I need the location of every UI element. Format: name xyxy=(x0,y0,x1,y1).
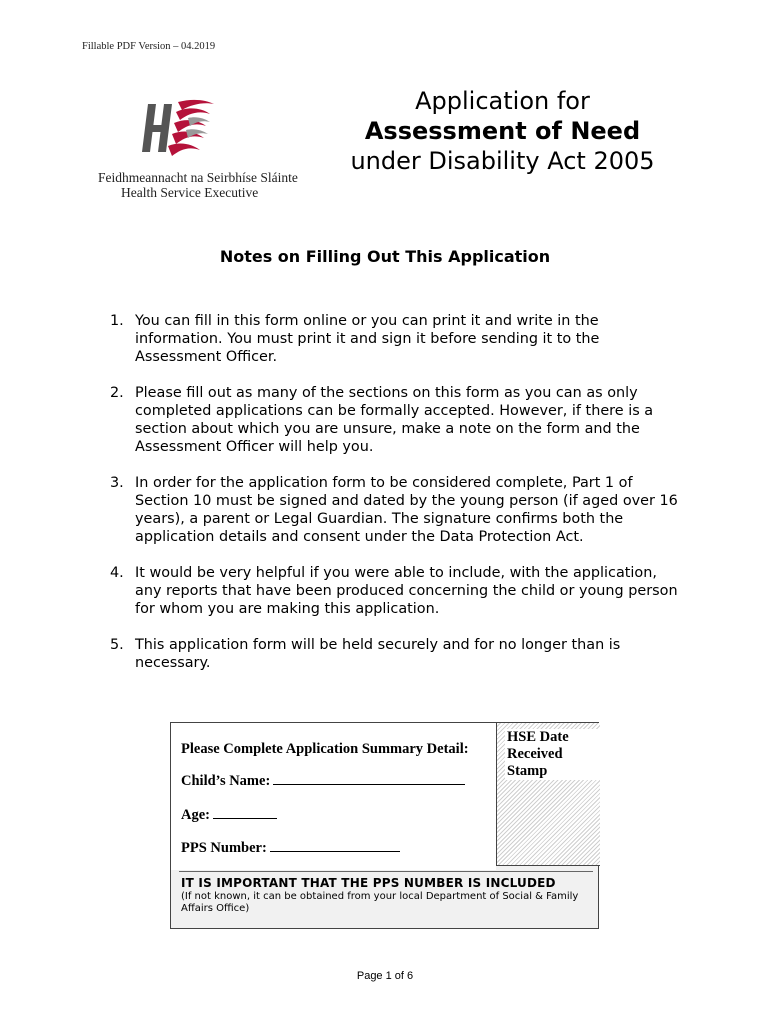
child-name-label: Child’s Name: xyxy=(181,773,271,789)
stamp-label: HSE Date Received Stamp xyxy=(505,729,600,780)
note-number: 5. xyxy=(110,637,124,653)
logo-english-name: Health Service Executive xyxy=(121,185,259,200)
age-row xyxy=(181,807,277,824)
note-number: 1. xyxy=(110,313,124,329)
age-field[interactable] xyxy=(213,807,277,819)
child-name-field[interactable] xyxy=(273,773,465,785)
pps-important-notice: IT IS IMPORTANT THAT THE PPS NUMBER IS INCLUDED xyxy=(181,876,556,890)
pps-label: PPS Number: xyxy=(181,840,267,856)
divider xyxy=(179,871,593,872)
note-number: 2. xyxy=(110,385,124,401)
child-name-row xyxy=(181,773,465,790)
version-label: Fillable PDF Version – 04.2019 xyxy=(82,41,216,52)
date-received-stamp-area xyxy=(496,723,600,866)
note-text: Please fill out as many of the sections on this form as you can as only completed applications can be formally accepted. However, if there is a section about which you are unsure, make a note on the form and the Assessment Officer will help you. xyxy=(135,385,654,455)
age-label: Age: xyxy=(181,807,210,823)
pps-number-field[interactable] xyxy=(270,840,400,852)
summary-heading: Please Complete Application Summary Detail: xyxy=(181,741,469,757)
notes-list xyxy=(110,312,685,690)
title-line-2: Assessment of Need xyxy=(364,117,641,145)
pps-help-note: (If not known, it can be obtained from your local Department of Social & Family Affairs Office) xyxy=(181,891,579,914)
note-text: In order for the application form to be considered complete, Part 1 of Section 10 must be signed and dated by the young person (if aged over 16 years), a parent or Legal Guardian. The signature confirms both the application details and consent under the Data Protection Act. xyxy=(135,475,678,545)
notes-heading: Notes on Filling Out This Application xyxy=(219,247,551,266)
note-number: 4. xyxy=(110,565,124,581)
note-text: You can fill in this form online or you can print it and write in the information. You must print it and sign it before sending it to the Assessment Officer. xyxy=(135,313,600,365)
page-number: Page 1 of 6 xyxy=(356,970,414,982)
title-line-1: Application for xyxy=(415,87,590,115)
list-item xyxy=(110,384,685,456)
list-item xyxy=(110,312,685,366)
hse-logo xyxy=(98,96,298,206)
summary-fields-area xyxy=(171,723,496,870)
list-item xyxy=(110,474,685,546)
hse-logo-icon xyxy=(138,96,218,162)
list-item xyxy=(110,636,685,672)
logo-irish-name: Feidhmeannacht na Seirbhíse Sláinte xyxy=(98,170,298,185)
title-line-3: under Disability Act 2005 xyxy=(350,147,655,175)
note-text: It would be very helpful if you were able to include, with the application, any reports that have been produced concerning the child or young person for whom you are making this application. xyxy=(135,565,678,617)
application-summary-box xyxy=(170,722,599,929)
page-title xyxy=(325,86,680,176)
note-number: 3. xyxy=(110,475,124,491)
list-item xyxy=(110,564,685,618)
pps-row xyxy=(181,840,400,857)
note-text: This application form will be held securely and for no longer than is necessary. xyxy=(135,637,621,671)
